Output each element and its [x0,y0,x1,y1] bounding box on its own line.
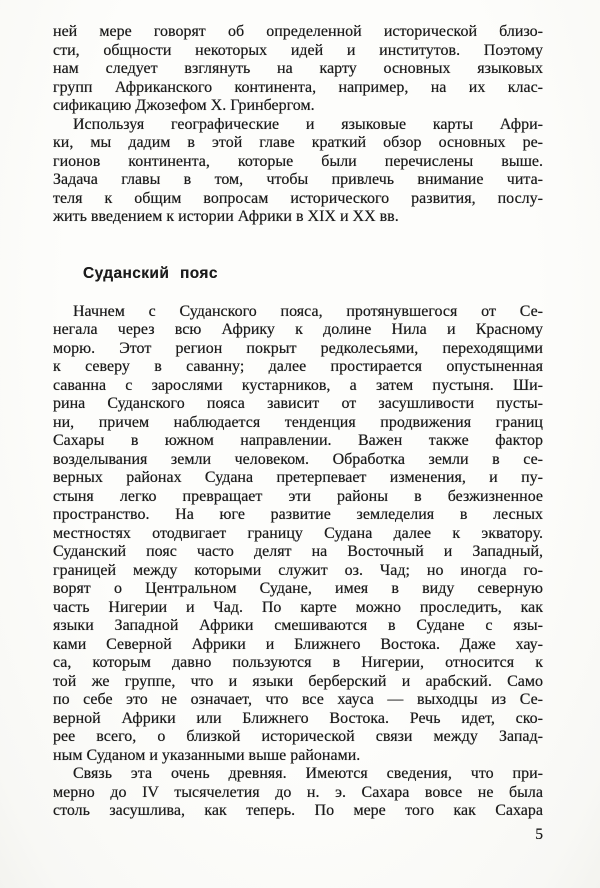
text-line: по себе это не означает, что все хауса — выходцы из Се- [53,691,543,708]
text-line: теля к общим вопросам исторического развития, послу- [53,189,543,207]
section-heading: Суданский пояс [83,264,218,282]
body-text [53,23,543,821]
text-line: ным Суданом и указанными выше районами. [53,746,361,764]
text-line: Суданский пояс часто делят на Восточный и Западный, [53,543,543,560]
text-line: негала через всю Африку к долине Нила и Красному [53,321,543,338]
text-line: местностях отодвигает границу Судана далее к экватору. [53,524,543,542]
text-line: той же группе, что и языки берберский и арабский. Само [53,672,543,690]
text-line: жить введением к истории Африки в XIX и XX вв. [53,208,399,225]
text-line: часть Нигерии и Чад. По карте можно проследить, как [53,598,543,616]
text-line: саванна с зарослями кустарников, а затем пустыня. Ши- [53,376,543,394]
text-line: стыня легко превращает эти районы в безжизненное [53,487,543,505]
text-line: рее всего, о близкой исторической связи между Запад- [53,728,543,745]
text-line: ками Северной Африки и Ближнего Востока. Даже хау- [53,635,543,653]
text-line: Задача главы в том, чтобы привлечь внимание чита- [53,171,543,188]
text-line: групп Африканского континента, например, на их клас- [53,78,543,96]
page-number: 5 [535,826,543,843]
text-line: столь засушлива, как теперь. По мере того как Сахара [53,802,543,819]
text-line: ки, мы дадим в этой главе краткий обзор основных ре- [53,134,543,151]
text-line: верной Африки или Ближнего Востока. Речь идет, ско- [53,709,543,727]
paragraph-continuation [53,23,543,116]
paragraph-ancient-link [53,765,543,821]
text-line: Сахары в южном направлении. Важен также фактор [53,432,543,449]
text-line: ней мере говорят об определенной исторической близо- [53,23,543,40]
text-line: к северу в саванну; далее простирается опустыненная [53,358,543,375]
text-line: рина Суданского пояса зависит от засушливости пусты- [53,395,543,412]
text-line: гионов континента, которые были перечислены выше. [53,152,543,170]
text-line: Связь эта очень древняя. Имеются сведения, что при- [73,765,543,782]
text-line: пространство. На юге развитие земледелия в лесных [53,506,543,523]
text-line: возделывания земли человеком. Обработка земли в се- [53,450,543,468]
paragraph-intro [53,116,543,227]
paragraph-sudan-belt [53,303,543,766]
text-line: нам следует взглянуть на карту основных языковых [53,60,543,77]
text-line: ворят о Центральном Судане, имея в виду северную [53,580,543,597]
text-line: границей между которыми служит оз. Чад; но иногда го- [53,561,543,579]
text-line: Используя географические и языковые карты Афри- [73,115,543,133]
text-line: мерно до IV тысячелетия до н. э. Сахара вовсе не была [53,783,543,801]
text-line: морю. Этот регион покрыт редколесьями, переходящими [53,339,543,357]
text-line: сти, общности некоторых идей и институтов. Поэтому [53,41,543,59]
text-line: Начнем с Суданского пояса, протянувшегося от Се- [73,302,543,320]
text-line: языки Западной Африки смешиваются в Судане с язы- [53,617,543,634]
text-line: ни, причем наблюдается тенденция продвижения границ [53,413,543,431]
text-line: верных районах Судана претерпевает изменения, и пу- [53,469,543,486]
text-line: са, которым давно пользуются в Нигерии, относится к [53,654,543,671]
text-line: сификацию Джозефом Х. Гринбергом. [53,97,315,114]
